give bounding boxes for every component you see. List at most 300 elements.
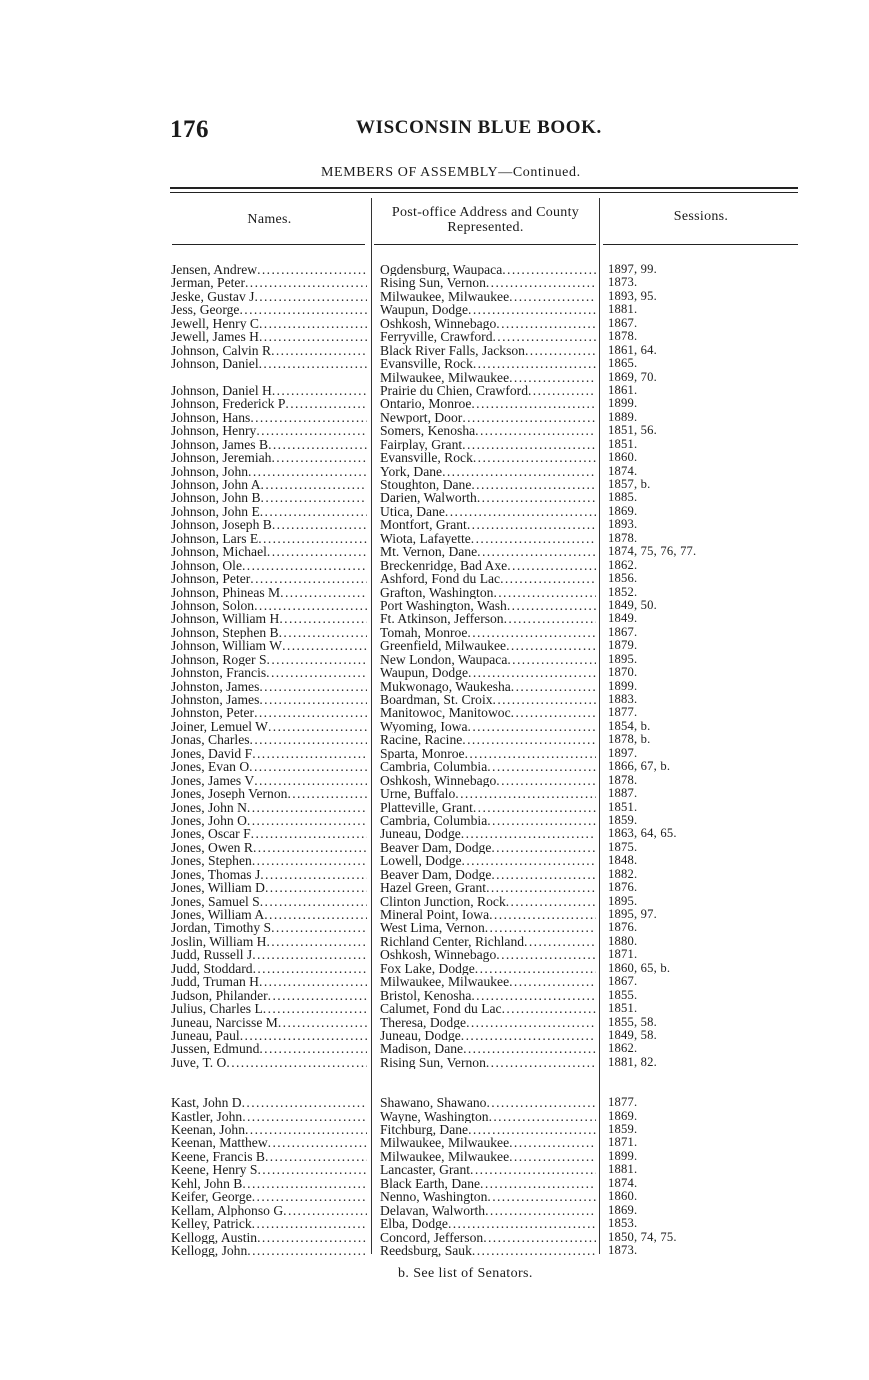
- header-underline-address: [374, 244, 596, 245]
- member-name-cell-text: Johnson, John B: [171, 491, 261, 505]
- table-row: [0, 518, 869, 531]
- sessions-cell-text: 1871.: [608, 1136, 638, 1150]
- leader-dots: [226, 1056, 367, 1069]
- address-cell-text: Racine, Racine: [380, 733, 463, 747]
- member-name-cell: [171, 411, 367, 424]
- leader-dots: [506, 895, 596, 908]
- leader-dots: [472, 1244, 596, 1257]
- member-name-cell-text: Juve, T. O: [171, 1055, 227, 1070]
- leader-dots: [267, 653, 367, 666]
- member-name-cell: [171, 384, 367, 397]
- member-name-cell-text: Kast, John D: [171, 1096, 242, 1110]
- address-cell: [380, 438, 596, 451]
- address-cell-text: Reedsburg, Sauk: [380, 1243, 472, 1258]
- member-name-cell-text: Johnson, Hans: [171, 410, 251, 425]
- member-name-cell: [171, 1123, 367, 1136]
- member-name-cell-text: Jones, Thomas J: [171, 867, 261, 882]
- leader-dots: [485, 921, 596, 934]
- sessions-cell-text: 1878.: [608, 330, 638, 344]
- sessions-cell-text: 1893.: [608, 518, 638, 532]
- leader-dots: [265, 881, 367, 894]
- leader-dots: [475, 962, 596, 975]
- sessions-cell-text: 1878, b.: [608, 733, 651, 747]
- address-cell: [380, 908, 596, 921]
- table-row: [0, 747, 869, 760]
- leader-dots: [259, 693, 367, 706]
- member-name-cell-text: Jones, Joseph Vernon: [171, 787, 288, 801]
- sessions-cell: [608, 330, 798, 343]
- leader-dots: [253, 841, 367, 854]
- table-row: [0, 680, 869, 693]
- leader-dots: [242, 1096, 367, 1109]
- leader-dots: [468, 720, 596, 733]
- table-row: [0, 774, 869, 787]
- sessions-cell: [608, 841, 798, 854]
- member-name-cell: [171, 935, 367, 948]
- sessions-cell: [608, 1042, 798, 1055]
- leader-dots: [468, 666, 596, 679]
- member-name-cell: [171, 317, 367, 330]
- address-cell-text: Boardman, St. Croix: [380, 693, 493, 707]
- member-name-cell: [171, 1163, 367, 1176]
- sessions-cell-text: 1889.: [608, 410, 638, 424]
- leader-dots: [260, 505, 367, 518]
- table-row: [0, 276, 869, 289]
- table-row: [0, 975, 869, 988]
- sessions-cell-text: 1882.: [608, 867, 638, 881]
- sessions-cell-text: 1866, 67, b.: [608, 760, 671, 774]
- address-cell-text: Mineral Point, Iowa: [380, 908, 490, 922]
- sessions-cell: [608, 478, 798, 491]
- table-row: [0, 881, 869, 894]
- table-row: [0, 451, 869, 464]
- member-name-cell-text: Jewell, Henry C: [171, 316, 259, 331]
- table-row: [0, 989, 869, 1002]
- leader-dots: [263, 1002, 367, 1015]
- member-name-cell-text: Kellogg, John: [171, 1243, 248, 1258]
- member-name-cell: [171, 962, 367, 975]
- member-name-cell: [171, 1231, 367, 1244]
- table-row: [0, 357, 869, 370]
- leader-dots: [254, 599, 367, 612]
- sessions-cell-text: 1862.: [608, 1042, 638, 1056]
- leader-dots: [487, 760, 596, 773]
- sessions-cell-text: 1881, 82.: [608, 1055, 658, 1069]
- sessions-cell: [608, 962, 798, 975]
- leader-dots: [507, 599, 596, 612]
- address-cell: [380, 1123, 596, 1136]
- leader-dots: [491, 841, 596, 854]
- table-row: [0, 478, 869, 491]
- leader-dots: [252, 747, 367, 760]
- address-cell: [380, 962, 596, 975]
- sessions-cell: [608, 706, 798, 719]
- table-row: [0, 787, 869, 800]
- sessions-cell-text: 1877.: [608, 1096, 638, 1110]
- leader-dots: [467, 626, 596, 639]
- sessions-cell: [608, 881, 798, 894]
- address-cell-text: Beaver Dam, Dodge: [380, 840, 492, 855]
- leader-dots: [477, 545, 596, 558]
- leader-dots: [247, 1244, 367, 1257]
- sessions-cell: [608, 801, 798, 814]
- leader-dots: [509, 1150, 596, 1163]
- address-cell-text: Fitchburg, Dane: [380, 1123, 469, 1137]
- leader-dots: [242, 559, 367, 572]
- table-row: [0, 1069, 869, 1082]
- leader-dots: [473, 357, 596, 370]
- address-cell: [380, 411, 596, 424]
- member-name-cell: [171, 720, 367, 733]
- member-name-cell-text: Johnson, John: [171, 464, 249, 478]
- member-name-cell-text: Juneau, Narcisse M: [171, 1015, 278, 1029]
- leader-dots: [265, 1150, 367, 1163]
- sessions-cell-text: 1867.: [608, 975, 638, 989]
- leader-dots: [442, 465, 596, 478]
- leader-dots: [509, 371, 596, 384]
- leader-dots: [486, 1096, 596, 1109]
- leader-dots: [285, 397, 367, 410]
- address-cell: [380, 881, 596, 894]
- sessions-cell-text: 1876.: [608, 881, 638, 895]
- sessions-cell: [608, 989, 798, 1002]
- leader-dots: [462, 733, 596, 746]
- member-name-cell-text: Johnson, Roger S: [171, 652, 267, 667]
- member-name-cell-text: Johnson, Frederick P: [171, 397, 286, 411]
- column-header-sessions: Sessions.: [673, 209, 729, 224]
- member-name-cell-text: Johnson, William W: [171, 639, 283, 653]
- member-name-cell: [171, 801, 367, 814]
- sessions-cell-text: 1873.: [608, 1243, 638, 1257]
- sessions-cell: [608, 357, 798, 370]
- member-name-cell: [171, 841, 367, 854]
- sessions-cell: [608, 344, 798, 357]
- leader-dots: [496, 948, 596, 961]
- leader-dots: [261, 478, 367, 491]
- member-name-cell-text: Kastler, John: [171, 1109, 243, 1123]
- address-cell: [380, 868, 596, 881]
- sessions-cell-text: 1880.: [608, 934, 638, 948]
- member-name-cell: [171, 532, 367, 545]
- member-name-cell-text: Jewell, James H: [171, 330, 259, 344]
- leader-dots: [254, 290, 367, 303]
- address-cell-text: Ontario, Monroe: [380, 397, 472, 411]
- sessions-cell-text: 1851.: [608, 800, 638, 814]
- table-row: [0, 491, 869, 504]
- leader-dots: [468, 1123, 596, 1136]
- sessions-cell: [608, 666, 798, 679]
- leader-dots: [272, 518, 367, 531]
- address-cell-text: Wayne, Washington: [380, 1109, 489, 1123]
- address-cell-text: Clinton Junction, Rock: [380, 894, 506, 908]
- leader-dots: [502, 263, 596, 276]
- sessions-cell: [608, 720, 798, 733]
- sessions-cell: [608, 1177, 798, 1190]
- table-row: [0, 760, 869, 773]
- address-cell: [380, 330, 596, 343]
- leader-dots: [473, 451, 596, 464]
- leader-dots: [239, 303, 367, 316]
- member-name-cell: [171, 639, 367, 652]
- address-cell: [380, 680, 596, 693]
- address-cell: [380, 841, 596, 854]
- address-cell: [380, 532, 596, 545]
- section-title: MEMBERS OF ASSEMBLY—Continued.: [321, 165, 581, 180]
- member-name-cell: [171, 505, 367, 518]
- member-name-cell-text: Jones, James V: [171, 773, 255, 788]
- sessions-cell: [608, 599, 798, 612]
- leader-dots: [466, 1016, 596, 1029]
- member-name-cell: [171, 1096, 367, 1109]
- sessions-cell: [608, 451, 798, 464]
- sessions-cell: [608, 263, 798, 276]
- sessions-cell: [608, 290, 798, 303]
- address-cell: [380, 505, 596, 518]
- table-row: [0, 868, 869, 881]
- address-cell: [380, 612, 596, 625]
- sessions-cell: [608, 626, 798, 639]
- leader-dots: [496, 774, 596, 787]
- member-name-cell-text: Jess, George: [171, 303, 240, 317]
- member-name-cell: [171, 1002, 367, 1015]
- leader-dots: [491, 868, 596, 881]
- table-row: [0, 1029, 869, 1042]
- table-row: [0, 639, 869, 652]
- member-name-cell-text: Johnson, Henry: [171, 424, 257, 438]
- address-cell-text: Wiota, Lafayette: [380, 531, 471, 546]
- members-table-body: [0, 263, 869, 1257]
- address-cell-text: Manitowoc, Manitowoc: [380, 706, 511, 720]
- sessions-cell: [608, 868, 798, 881]
- table-row: [0, 1016, 869, 1029]
- address-cell: [380, 814, 596, 827]
- sessions-cell-text: 1887.: [608, 787, 638, 801]
- address-cell-text: Wyoming, Iowa: [380, 719, 468, 734]
- address-cell-text: Rising Sun, Vernon: [380, 1055, 486, 1070]
- leader-dots: [504, 612, 596, 625]
- table-row: [0, 733, 869, 746]
- address-cell-text: Platteville, Grant: [380, 800, 473, 814]
- leader-dots: [486, 1056, 596, 1069]
- member-name-cell-text: Jones, Owen R: [171, 840, 253, 855]
- table-row: [0, 720, 869, 733]
- address-cell-text: Lowell, Dodge: [380, 854, 462, 868]
- member-name-cell: [171, 1029, 367, 1042]
- member-name-cell: [171, 586, 367, 599]
- member-name-cell-text: Johnson, James B: [171, 437, 269, 452]
- leader-dots: [487, 1190, 596, 1203]
- member-name-cell: [171, 276, 367, 289]
- address-cell-text: Ashford, Fond du Lac: [380, 572, 501, 586]
- sessions-cell-text: 1874, 75, 76, 77.: [608, 545, 697, 559]
- leader-dots: [259, 975, 367, 988]
- sessions-cell-text: 1865.: [608, 357, 638, 371]
- member-name-cell-text: Julius, Charles L: [171, 1002, 263, 1016]
- address-cell-text: Mt. Vernon, Dane: [380, 545, 478, 559]
- sessions-cell-text: 1852.: [608, 585, 638, 599]
- leader-dots: [511, 706, 596, 719]
- sessions-cell-text: 1899.: [608, 1149, 638, 1163]
- sessions-cell-text: 1895.: [608, 652, 638, 666]
- table-row: [0, 827, 869, 840]
- address-cell-text: Greenfield, Milwaukee: [380, 639, 507, 653]
- address-cell: [380, 935, 596, 948]
- leader-dots: [266, 666, 367, 679]
- sessions-cell-text: 1859.: [608, 813, 638, 827]
- address-cell-text: Juneau, Dodge: [380, 827, 461, 841]
- leader-dots: [493, 330, 597, 343]
- leader-dots: [268, 438, 367, 451]
- leader-dots: [279, 612, 367, 625]
- table-row: [0, 586, 869, 599]
- member-name-cell-text: Johnson, Phineas M: [171, 585, 281, 599]
- leader-dots: [489, 908, 596, 921]
- leader-dots: [245, 1123, 367, 1136]
- address-cell-text: Waupun, Dodge: [380, 303, 469, 317]
- leader-dots: [471, 478, 596, 491]
- sessions-cell: [608, 1217, 798, 1230]
- member-name-cell: [171, 680, 367, 693]
- address-cell: [380, 559, 596, 572]
- leader-dots: [268, 1136, 367, 1149]
- address-cell-text: Beaver Dam, Dodge: [380, 867, 492, 882]
- address-cell-text: Sparta, Monroe: [380, 746, 465, 761]
- leader-dots: [254, 706, 367, 719]
- address-cell: [380, 747, 596, 760]
- member-name-cell-text: Joiner, Lemuel W: [171, 719, 268, 734]
- address-cell: [380, 895, 596, 908]
- address-cell: [380, 518, 596, 531]
- leader-dots: [257, 263, 367, 276]
- address-cell-text: Ft. Atkinson, Jefferson: [380, 612, 504, 626]
- sessions-cell-text: 1869.: [608, 1203, 638, 1217]
- member-name-cell-text: Jussen, Edmund: [171, 1042, 260, 1056]
- address-cell-text: New London, Waupaca: [380, 652, 508, 667]
- member-name-cell-text: Keene, Francis B: [171, 1149, 265, 1164]
- sessions-cell: [608, 760, 798, 773]
- table-row: [0, 344, 869, 357]
- address-cell: [380, 720, 596, 733]
- sessions-cell: [608, 1110, 798, 1123]
- member-name-cell-text: Jones, William A: [171, 908, 265, 922]
- address-cell-text: Evansville, Rock: [380, 357, 473, 371]
- header-underline-names: [172, 244, 365, 245]
- leader-dots: [500, 572, 596, 585]
- table-row: [0, 1150, 869, 1163]
- sessions-cell-text: 1861.: [608, 383, 638, 397]
- sessions-cell: [608, 491, 798, 504]
- sessions-cell-text: 1857, b.: [608, 478, 651, 491]
- address-cell: [380, 1016, 596, 1029]
- sessions-cell-text: 1870.: [608, 666, 638, 680]
- sessions-cell-text: 1861, 64.: [608, 343, 658, 357]
- leader-dots: [252, 1190, 367, 1203]
- sessions-cell: [608, 559, 798, 572]
- address-cell: [380, 317, 596, 330]
- sessions-cell: [608, 545, 798, 558]
- member-name-cell-text: Johnson, Daniel: [171, 357, 259, 371]
- address-cell: [380, 599, 596, 612]
- table-row: [0, 908, 869, 921]
- sessions-cell: [608, 639, 798, 652]
- sessions-cell: [608, 371, 798, 384]
- member-name-cell-text: Jensen, Andrew: [171, 263, 258, 277]
- member-name-cell: [171, 572, 367, 585]
- member-name-cell-text: Keifer, George: [171, 1190, 252, 1204]
- address-cell: [380, 1096, 596, 1109]
- address-cell-text: Bristol, Kenosha: [380, 988, 472, 1003]
- member-name-cell: [171, 975, 367, 988]
- sessions-cell-text: 1850, 74, 75.: [608, 1230, 677, 1244]
- sessions-cell-text: 1859.: [608, 1123, 638, 1136]
- member-name-cell: [171, 545, 367, 558]
- leader-dots: [268, 720, 367, 733]
- address-cell-text: Juneau, Dodge: [380, 1028, 461, 1043]
- sessions-cell: [608, 397, 798, 410]
- member-name-cell: [171, 948, 367, 961]
- address-cell: [380, 303, 596, 316]
- sessions-cell: [608, 1016, 798, 1029]
- sessions-cell-text: 1856.: [608, 572, 638, 586]
- table-row: [0, 465, 869, 478]
- table-row: [0, 411, 869, 424]
- sessions-cell: [608, 518, 798, 531]
- leader-dots: [242, 1110, 367, 1123]
- address-cell: [380, 384, 596, 397]
- member-name-cell-text: Keenan, Matthew: [171, 1136, 268, 1150]
- table-row: [0, 854, 869, 867]
- leader-dots: [471, 532, 596, 545]
- sessions-cell-text: 1860, 65, b.: [608, 961, 671, 975]
- member-name-cell: [171, 1217, 367, 1230]
- member-name-cell-text: Johnson, John A: [171, 478, 261, 492]
- sessions-cell-text: 1860.: [608, 1190, 638, 1204]
- address-cell: [380, 478, 596, 491]
- member-name-cell-text: Jones, Oscar F: [171, 827, 251, 841]
- member-name-cell-text: Johnston, James: [171, 679, 260, 693]
- leader-dots: [471, 397, 596, 410]
- sessions-cell-text: 1877.: [608, 706, 638, 720]
- member-name-cell-text: Jones, David F: [171, 746, 253, 761]
- leader-dots: [524, 935, 596, 948]
- leader-dots: [486, 276, 596, 289]
- table-row: [0, 1136, 869, 1149]
- sessions-cell-text: 1893, 95.: [608, 289, 658, 303]
- sessions-cell: [608, 747, 798, 760]
- table-row: [0, 1163, 869, 1176]
- sessions-cell: [608, 827, 798, 840]
- top-double-rule: [170, 187, 798, 189]
- sessions-cell: [608, 276, 798, 289]
- leader-dots: [471, 989, 596, 1002]
- member-name-cell: [171, 1110, 367, 1123]
- sessions-cell: [608, 317, 798, 330]
- leader-dots: [483, 1231, 596, 1244]
- leader-dots: [279, 626, 367, 639]
- member-name-cell: [171, 1136, 367, 1149]
- sessions-cell-text: 1869.: [608, 1109, 638, 1123]
- address-cell: [380, 465, 596, 478]
- member-name-cell: [171, 747, 367, 760]
- sessions-cell: [608, 1123, 798, 1136]
- member-name-cell: [171, 653, 367, 666]
- member-name-cell: [171, 814, 367, 827]
- member-name-cell: [171, 626, 367, 639]
- table-row: [0, 599, 869, 612]
- leader-dots: [463, 1042, 596, 1055]
- member-name-cell: [171, 397, 367, 410]
- member-name-cell: [171, 733, 367, 746]
